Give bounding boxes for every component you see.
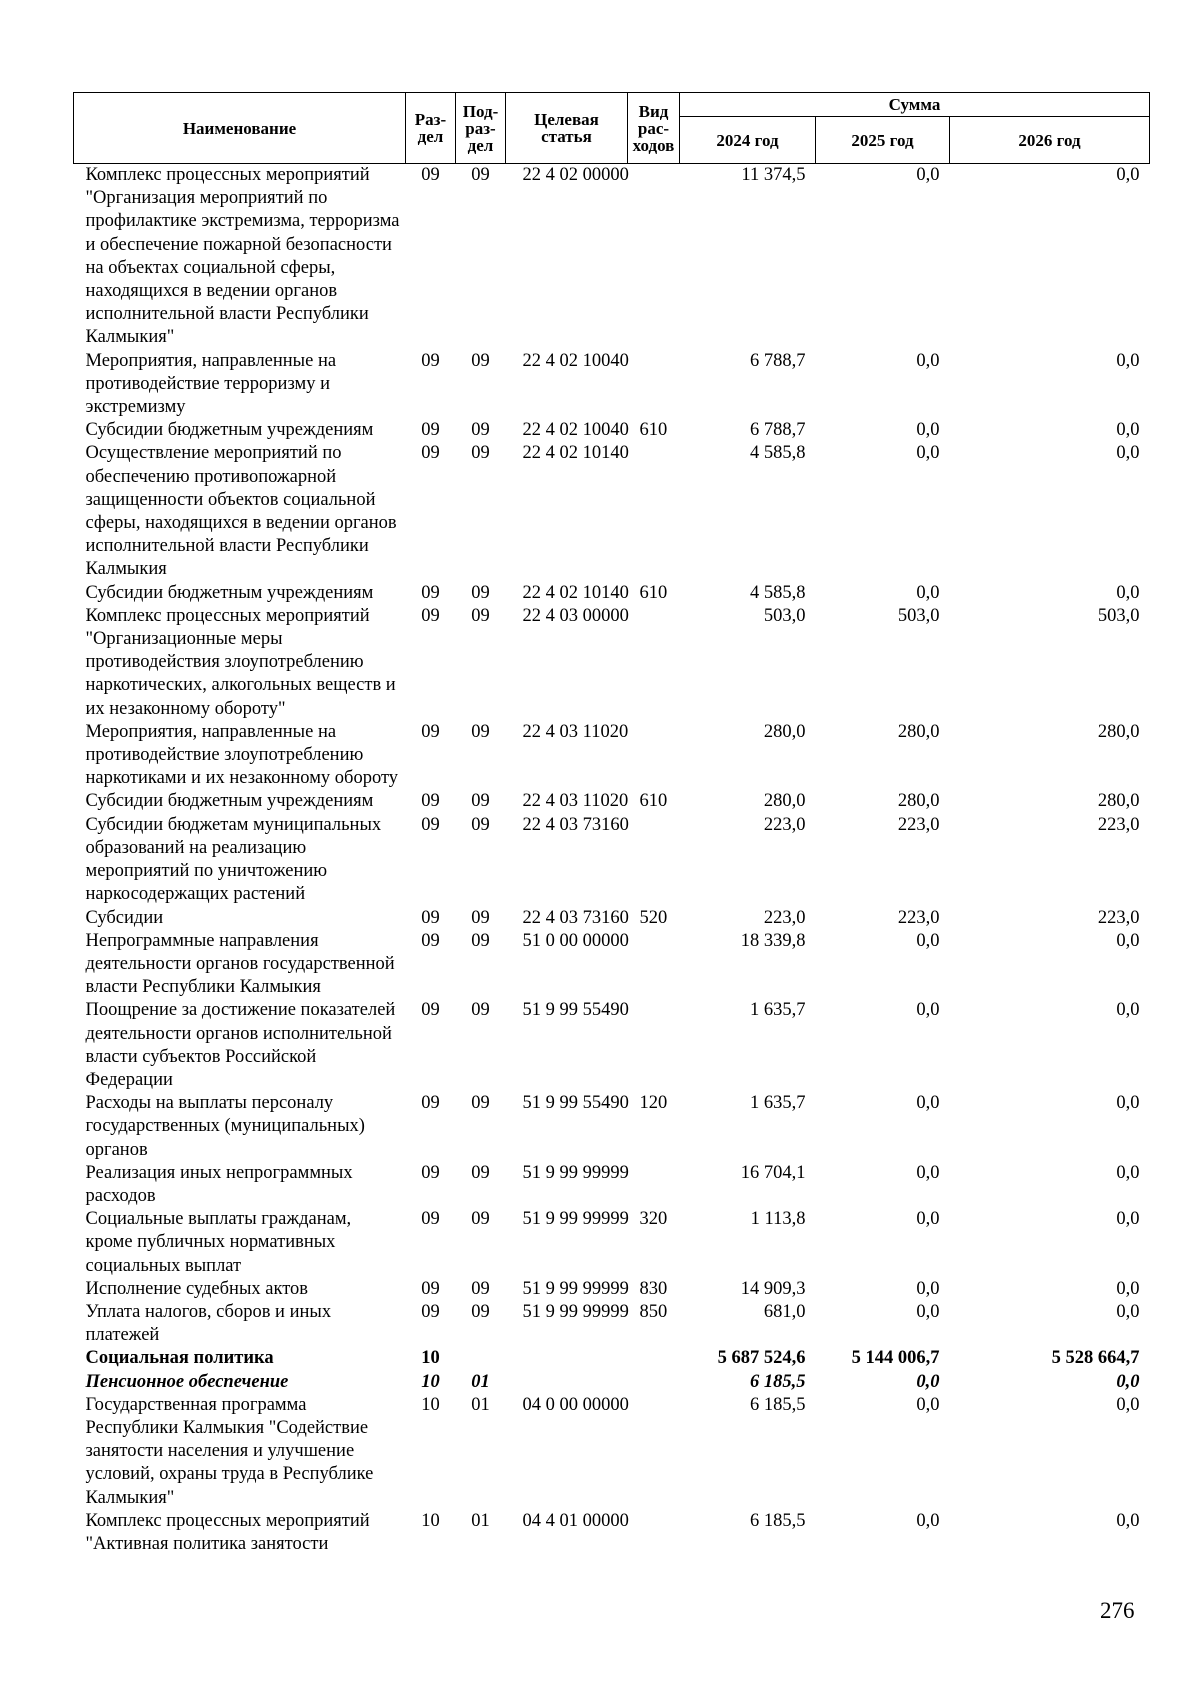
row-amount-2024: 223,0: [763, 907, 806, 928]
table-row: [74, 1394, 1150, 1510]
row-amount-2025: 0,0: [916, 1162, 940, 1183]
row-vid-raskhodov: [628, 999, 680, 1092]
row-amount-2024: 5 687 524,6: [717, 1348, 806, 1369]
table-row: [74, 907, 1150, 930]
row-amount-2026: 0,0: [1116, 1000, 1140, 1021]
row-name: Социальная политика: [85, 1348, 274, 1369]
row-amount-2026: 0,0: [1116, 420, 1140, 441]
row-razdel: 09: [421, 721, 440, 742]
header-year-2025: 2025 год: [816, 117, 950, 164]
row-name: Субсидии бюджетам муниципальных образований на реализацию мероприятий по уничтожению наркосодержащих растений: [85, 814, 382, 905]
table-row: [74, 790, 1150, 813]
table-row: [74, 1347, 1150, 1370]
row-amount-2024: 6 185,5: [750, 1371, 806, 1392]
row-amount-2025: 0,0: [916, 1301, 940, 1322]
table-row: [74, 721, 1150, 791]
row-name: Пенсионное обеспечение: [85, 1371, 289, 1392]
row-amount-2025: 0,0: [916, 1371, 940, 1392]
row-amount-2025: 223,0: [897, 907, 940, 928]
row-amount-2024: 14 909,3: [740, 1278, 806, 1299]
row-razdel: 09: [421, 350, 440, 371]
row-amount-2026: 0,0: [1116, 443, 1140, 464]
row-tselevaya-statya: 51 9 99 55490: [522, 1000, 629, 1021]
row-name: Мероприятия, направленные на противодействие терроризму и экстремизму: [85, 350, 337, 418]
row-podrazdel: 09: [471, 1209, 490, 1230]
row-tselevaya-statya: 22 4 03 11020: [522, 791, 629, 812]
row-amount-2025: 0,0: [916, 1209, 940, 1230]
row-name: Уплата налогов, сборов и иных платежей: [85, 1301, 332, 1346]
row-vid-raskhodov: [628, 1371, 680, 1394]
row-razdel: 09: [421, 791, 440, 812]
row-vid-raskhodov: [628, 164, 680, 350]
row-amount-2026: 0,0: [1116, 1510, 1140, 1531]
row-amount-2026: 0,0: [1116, 582, 1140, 603]
header-year-2026: 2026 год: [950, 117, 1150, 164]
row-vid-raskhodov: 850: [639, 1301, 668, 1322]
row-amount-2025: 280,0: [897, 721, 940, 742]
row-amount-2025: 0,0: [916, 165, 940, 185]
row-name: Субсидии бюджетным учреждениям: [85, 582, 374, 603]
row-tselevaya-statya: 22 4 02 00000: [522, 165, 629, 185]
row-podrazdel: 09: [471, 791, 490, 812]
row-amount-2025: 0,0: [916, 443, 940, 464]
row-tselevaya-statya: 51 9 99 99999: [522, 1162, 629, 1183]
row-tselevaya-statya: 22 4 03 00000: [522, 605, 629, 626]
row-amount-2025: 223,0: [897, 814, 940, 835]
row-razdel: 10: [421, 1394, 440, 1415]
row-amount-2024: 6 185,5: [750, 1394, 806, 1415]
table-row: [74, 1162, 1150, 1208]
row-amount-2025: 0,0: [916, 582, 940, 603]
row-tselevaya-statya: 22 4 03 11020: [522, 721, 629, 742]
row-tselevaya-statya: 51 9 99 99999: [522, 1209, 629, 1230]
row-vid-raskhodov: 830: [639, 1278, 668, 1299]
table-row: [74, 1092, 1150, 1162]
table-header: [74, 93, 1150, 164]
row-razdel: 09: [421, 907, 440, 928]
header-year-2024: 2024 год: [680, 117, 816, 164]
row-podrazdel: 09: [471, 443, 490, 464]
row-vid-raskhodov: [628, 442, 680, 581]
row-tselevaya-statya: 51 9 99 55490: [522, 1093, 629, 1114]
row-vid-raskhodov: [628, 350, 680, 420]
row-podrazdel: 09: [471, 605, 490, 626]
row-amount-2026: 0,0: [1116, 350, 1140, 371]
row-tselevaya-statya: 04 4 01 00000: [522, 1510, 629, 1531]
row-razdel: 09: [421, 930, 440, 951]
row-vid-raskhodov: [628, 814, 680, 907]
row-vid-raskhodov: [628, 1510, 680, 1556]
header-podrazdel: Под- раз- дел: [456, 93, 506, 164]
row-tselevaya-statya: 22 4 02 10140: [522, 443, 629, 464]
row-amount-2026: 0,0: [1116, 1209, 1140, 1230]
row-name: Расходы на выплаты персоналу государственных (муниципальных) органов: [85, 1093, 365, 1160]
row-amount-2024: 4 585,8: [750, 582, 806, 603]
row-amount-2024: 681,0: [763, 1301, 806, 1322]
table-row: [74, 930, 1150, 1000]
row-name: Субсидии бюджетным учреждениям: [85, 791, 374, 812]
row-amount-2024: 1 635,7: [750, 1000, 806, 1021]
row-vid-raskhodov: 610: [639, 791, 668, 812]
row-name: Государственная программа Республики Калмыкия "Содействие занятости населения и улучшение условий, охраны труда в Республике Калмыкия": [85, 1394, 374, 1508]
row-amount-2026: 0,0: [1116, 1093, 1140, 1114]
row-name: Поощрение за достижение показателей деятельности органов исполнительной власти субъектов Российской Федерации: [85, 1000, 396, 1090]
row-amount-2024: 280,0: [763, 791, 806, 812]
row-vid-raskhodov: 120: [639, 1093, 668, 1114]
row-amount-2024: 6 788,7: [750, 420, 806, 441]
table-row: [74, 999, 1150, 1092]
row-podrazdel: 09: [471, 350, 490, 371]
row-podrazdel: 09: [471, 1301, 490, 1322]
row-podrazdel: 09: [471, 420, 490, 441]
table-row: [74, 1371, 1150, 1394]
row-podrazdel: 09: [471, 1278, 490, 1299]
row-amount-2026: 223,0: [1097, 907, 1140, 928]
row-razdel: 09: [421, 420, 440, 441]
row-razdel: 10: [421, 1348, 440, 1369]
row-amount-2024: 6 185,5: [750, 1510, 806, 1531]
header-summa: Сумма: [680, 93, 1150, 117]
row-tselevaya-statya: 22 4 02 10140: [522, 582, 629, 603]
row-tselevaya-statya: 22 4 02 10040: [522, 350, 629, 371]
row-tselevaya-statya: 22 4 02 10040: [522, 420, 629, 441]
row-razdel: 09: [421, 1162, 440, 1183]
table-row: [74, 350, 1150, 420]
row-tselevaya-statya: 22 4 03 73160: [522, 814, 629, 835]
row-razdel: 09: [421, 1278, 440, 1299]
row-razdel: 09: [421, 605, 440, 626]
document-page: [73, 92, 1149, 1556]
row-razdel: 09: [421, 582, 440, 603]
row-amount-2026: 0,0: [1116, 930, 1140, 951]
table-row: [74, 1510, 1150, 1556]
row-name: Непрограммные направления деятельности органов государственной власти Республики Калмыкия: [85, 930, 395, 998]
row-amount-2025: 0,0: [916, 930, 940, 951]
budget-table: [73, 92, 1150, 1556]
row-vid-raskhodov: 610: [639, 582, 668, 603]
row-vid-raskhodov: 610: [639, 420, 668, 441]
table-row: [74, 419, 1150, 442]
row-amount-2024: 11 374,5: [741, 165, 806, 185]
row-razdel: 09: [421, 1209, 440, 1230]
table-row: [74, 605, 1150, 721]
row-tselevaya-statya: 04 0 00 00000: [522, 1394, 629, 1415]
row-razdel: 09: [421, 165, 440, 185]
table-row: [74, 164, 1150, 350]
row-amount-2025: 5 144 006,7: [851, 1348, 940, 1369]
row-amount-2024: 503,0: [763, 605, 806, 626]
row-amount-2026: 280,0: [1097, 721, 1140, 742]
row-vid-raskhodov: [628, 1347, 680, 1370]
row-vid-raskhodov: [628, 1162, 680, 1208]
header-name: Наименование: [74, 93, 406, 164]
row-podrazdel: 09: [471, 1162, 490, 1183]
row-amount-2024: 1 635,7: [750, 1093, 806, 1114]
row-amount-2025: 0,0: [916, 1394, 940, 1415]
row-vid-raskhodov: [628, 605, 680, 721]
row-amount-2025: 0,0: [916, 420, 940, 441]
row-tselevaya-statya: 51 0 00 00000: [522, 930, 629, 951]
row-name: Комплекс процессных мероприятий "Активная политика занятости: [85, 1510, 370, 1554]
row-podrazdel: 09: [471, 1093, 490, 1114]
row-razdel: 10: [421, 1371, 440, 1392]
row-tselevaya-statya: 51 9 99 99999: [522, 1278, 629, 1299]
row-vid-raskhodov: [628, 1394, 680, 1510]
row-podrazdel: 01: [471, 1371, 490, 1392]
row-amount-2026: 503,0: [1097, 605, 1140, 626]
row-razdel: 09: [421, 443, 440, 464]
row-amount-2026: 0,0: [1116, 1371, 1140, 1392]
row-podrazdel: 01: [471, 1510, 490, 1531]
row-podrazdel: 09: [471, 721, 490, 742]
row-tselevaya-statya: [506, 1347, 628, 1370]
table-row: [74, 814, 1150, 907]
header-razdel: Раз- дел: [406, 93, 456, 164]
row-podrazdel: 09: [471, 930, 490, 951]
row-amount-2025: 0,0: [916, 1000, 940, 1021]
row-name: Комплекс процессных мероприятий "Организация мероприятий по профилактике экстремизма, терроризма и обеспечение пожарной безопасности на объектах социальной сферы, находящихся в ведении органов исполнительной власти Республики Калмыкия": [85, 165, 400, 348]
row-amount-2026: 0,0: [1116, 1162, 1140, 1183]
row-name: Исполнение судебных актов: [85, 1278, 309, 1299]
row-amount-2026: 0,0: [1116, 1278, 1140, 1299]
row-vid-raskhodov: 320: [639, 1209, 668, 1230]
row-amount-2025: 0,0: [916, 1510, 940, 1531]
header-vid-raskhodov: Вид рас- ходов: [628, 93, 680, 164]
row-amount-2024: 4 585,8: [750, 443, 806, 464]
row-amount-2026: 5 528 664,7: [1051, 1348, 1140, 1369]
row-name: Субсидии бюджетным учреждениям: [85, 420, 374, 441]
row-razdel: 09: [421, 814, 440, 835]
row-amount-2026: 280,0: [1097, 791, 1140, 812]
table-row: [74, 442, 1150, 581]
row-tselevaya-statya: 51 9 99 99999: [522, 1301, 629, 1322]
table-row: [74, 1278, 1150, 1301]
row-razdel: 09: [421, 1000, 440, 1021]
row-amount-2026: 0,0: [1116, 1301, 1140, 1322]
row-amount-2025: 503,0: [897, 605, 940, 626]
row-name: Осуществление мероприятий по обеспечению противопожарной защищенности объектов социальной сферы, находящихся в ведении органов исполнительной власти Республики Калмыкия: [85, 443, 397, 580]
row-amount-2025: 280,0: [897, 791, 940, 812]
row-podrazdel: 01: [471, 1394, 490, 1415]
row-podrazdel: 09: [471, 582, 490, 603]
row-amount-2025: 0,0: [916, 1278, 940, 1299]
row-podrazdel: 09: [471, 165, 490, 185]
row-amount-2026: 0,0: [1116, 165, 1140, 185]
row-podrazdel: [456, 1347, 506, 1370]
table-row: [74, 582, 1150, 605]
row-tselevaya-statya: [506, 1371, 628, 1394]
row-podrazdel: 09: [471, 907, 490, 928]
row-vid-raskhodov: [628, 930, 680, 1000]
table-row: [74, 1208, 1150, 1278]
row-podrazdel: 09: [471, 1000, 490, 1021]
row-razdel: 09: [421, 1301, 440, 1322]
row-vid-raskhodov: [628, 721, 680, 791]
row-amount-2024: 280,0: [763, 721, 806, 742]
row-name: Мероприятия, направленные на противодействие злоупотреблению наркотиками и их незаконному обороту: [85, 721, 399, 789]
row-name: Социальные выплаты гражданам, кроме публичных нормативных социальных выплат: [85, 1209, 352, 1276]
row-amount-2024: 16 704,1: [740, 1162, 806, 1183]
row-podrazdel: 09: [471, 814, 490, 835]
row-amount-2026: 0,0: [1116, 1394, 1140, 1415]
row-amount-2026: 223,0: [1097, 814, 1140, 835]
table-row: [74, 1301, 1150, 1347]
row-amount-2024: 18 339,8: [740, 930, 806, 951]
row-amount-2025: 0,0: [916, 350, 940, 371]
row-razdel: 10: [421, 1510, 440, 1531]
row-razdel: 09: [421, 1093, 440, 1114]
row-amount-2024: 1 113,8: [750, 1209, 806, 1230]
row-tselevaya-statya: 22 4 03 73160: [522, 907, 629, 928]
row-name: Субсидии: [85, 907, 164, 928]
row-amount-2025: 0,0: [916, 1093, 940, 1114]
row-amount-2024: 223,0: [763, 814, 806, 835]
table-body: [74, 164, 1150, 1557]
row-name: Комплекс процессных мероприятий "Организационные меры противодействия злоупотреблению наркотических, алкогольных веществ и их незаконному обороту": [85, 605, 396, 719]
row-name: Реализация иных непрограммных расходов: [85, 1162, 353, 1206]
header-tselevaya-statya: Целевая статья: [506, 93, 628, 164]
page-number: 276: [1100, 1598, 1135, 1623]
row-vid-raskhodov: 520: [639, 907, 668, 928]
row-amount-2024: 6 788,7: [750, 350, 806, 371]
